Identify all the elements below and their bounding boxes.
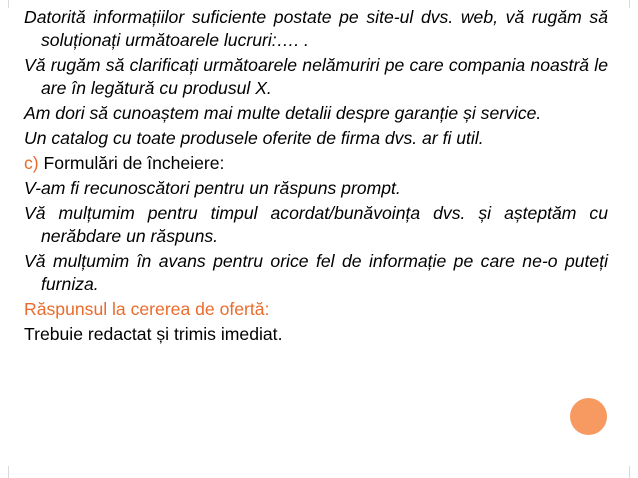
text-line-2: Vă rugăm să clarificați următoarele nelămuriri pe care compania noastră le are în legătură cu produsul X. xyxy=(24,55,608,98)
slide-frame-bottom xyxy=(8,466,630,478)
text-line-6: V-am fi recunoscători pentru un răspuns prompt. xyxy=(24,178,401,198)
text-line-8: Vă mulțumim în avans pentru orice fel de informație pe care ne-o puteți furniza. xyxy=(24,251,608,294)
text-line-1: Datorită informațiilor suficiente postate pe site-ul dvs. web, vă rugăm să soluționați următoarele lucruri:…. . xyxy=(24,7,608,50)
text-line-7: Vă mulțumim pentru timpul acordat/bunăvoința dvs. și așteptăm cu nerăbdare un răspuns. xyxy=(24,203,608,246)
text-line-3: Am dori să cunoaștem mai multe detalii despre garanție și service. xyxy=(24,103,542,123)
text-line-10: Trebuie redactat și trimis imediat. xyxy=(24,324,283,344)
section-heading-offer: Răspunsul la cererea de ofertă: xyxy=(24,299,270,319)
text-line-4: Un catalog cu toate produsele oferite de firma dvs. ar fi util. xyxy=(24,128,484,148)
slide-content xyxy=(24,6,608,348)
section-heading-c xyxy=(24,152,608,175)
section-heading-text: Formulări de încheiere: xyxy=(38,153,225,173)
orange-circle-decoration xyxy=(570,398,607,435)
section-marker: c) xyxy=(24,153,39,173)
